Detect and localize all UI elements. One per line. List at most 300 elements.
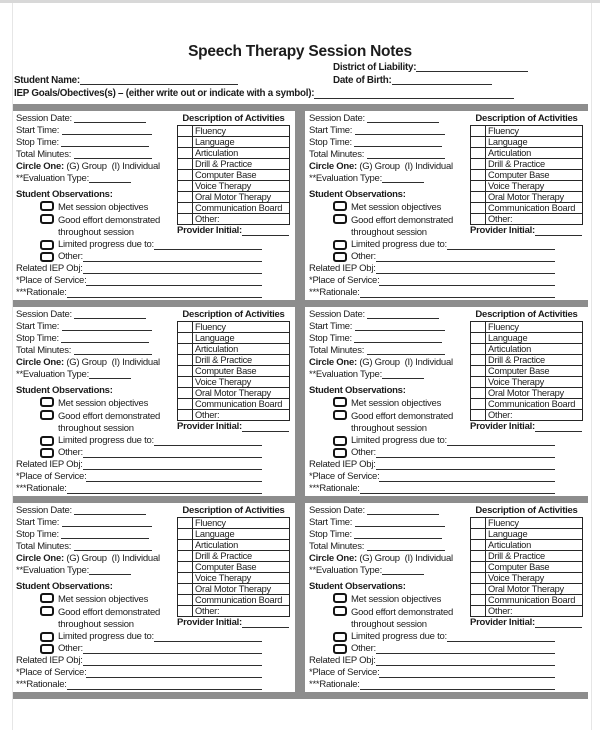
session-block — [12, 503, 295, 692]
date-of-birth-fill-line — [392, 76, 492, 85]
provider-initial-label: Provider Initial: — [177, 617, 242, 628]
activity-row — [178, 170, 290, 181]
related-iep-label: Related IEP Obj: — [16, 459, 83, 470]
activity-row — [178, 322, 290, 333]
provider-initial-fill-line — [242, 235, 289, 236]
place-of-service-label: *Place of Service: — [309, 275, 380, 286]
total-minutes-field — [309, 149, 467, 161]
activities-header: Description of Activities — [475, 505, 578, 516]
activity-row — [178, 606, 290, 617]
place-of-service-field — [309, 667, 583, 679]
activity-row — [471, 170, 583, 181]
activities-header: Description of Activities — [182, 505, 285, 516]
activity-label: Articulation — [486, 540, 583, 551]
good-effort-label-line1: Good effort demonstrated — [351, 411, 454, 422]
student-name-row — [14, 74, 586, 87]
place-of-service-field — [309, 275, 583, 287]
checkbox-icon — [333, 436, 347, 446]
good-effort-label-line1: Good effort demonstrated — [351, 607, 454, 618]
activity-label: Communication Board — [486, 595, 583, 606]
limited-progress-fill-line — [447, 249, 555, 250]
good-effort-label-line1: Good effort demonstrated — [58, 607, 161, 618]
limited-progress-item — [16, 435, 290, 447]
student-observations-heading: Student Observations: — [16, 385, 113, 396]
activity-checkbox-cell — [178, 159, 193, 170]
evaluation-type-label: **Evaluation Type: — [16, 565, 89, 576]
circle-one-options: (G) Group (I) Individual — [359, 161, 453, 172]
activity-label: Language — [193, 333, 290, 344]
total-minutes-fill-line — [74, 150, 152, 159]
circle-one-field — [309, 553, 467, 565]
activity-checkbox-cell — [178, 192, 193, 203]
activity-row — [471, 126, 583, 137]
start-time-fill-line — [355, 322, 445, 331]
start-time-fill-line — [355, 518, 445, 527]
met-objectives-item — [16, 201, 174, 214]
checkbox-icon — [333, 397, 347, 407]
activity-checkbox-cell — [178, 606, 193, 617]
good-effort-label-line2: throughout session — [351, 619, 427, 630]
activity-checkbox-cell — [178, 410, 193, 421]
page-edge-line — [591, 3, 592, 730]
activity-row — [471, 159, 583, 170]
circle-one-label: Circle One: — [309, 553, 357, 564]
start-time-fill-line — [62, 518, 152, 527]
limited-progress-label: Limited progress due to: — [58, 239, 154, 250]
activity-checkbox-cell — [471, 606, 486, 617]
checkbox-icon — [40, 644, 54, 654]
rationale-field — [309, 287, 583, 299]
evaluation-type-label: **Evaluation Type: — [309, 173, 382, 184]
stop-time-label: Stop Time: — [16, 333, 59, 344]
rationale-label: ***Rationale: — [309, 483, 360, 494]
checkbox-icon — [333, 448, 347, 458]
circle-one-options: (G) Group (I) Individual — [66, 553, 160, 564]
place-of-service-label: *Place of Service: — [309, 667, 380, 678]
activity-label: Oral Motor Therapy — [193, 192, 290, 203]
circle-one-options: (G) Group (I) Individual — [66, 161, 160, 172]
checkbox-icon — [40, 240, 54, 250]
other-observation-item — [16, 643, 290, 655]
activity-row — [178, 126, 290, 137]
met-objectives-item — [16, 593, 174, 606]
activity-checkbox-cell — [178, 366, 193, 377]
session-date-label: Session Date: — [309, 505, 365, 516]
stop-time-field — [16, 333, 174, 345]
checkbox-icon — [40, 410, 54, 420]
provider-initial-label: Provider Initial: — [177, 421, 242, 432]
activities-panel — [470, 309, 583, 435]
activity-label: Language — [486, 137, 583, 148]
provider-initial-label: Provider Initial: — [470, 225, 535, 236]
date-of-birth-label: Date of Birth: — [333, 75, 392, 86]
rationale-field — [16, 679, 290, 691]
total-minutes-label: Total Minutes: — [16, 149, 72, 160]
other-observation-label: Other: — [351, 251, 376, 262]
place-of-service-fill-line — [379, 677, 555, 678]
session-date-fill-line — [74, 506, 146, 515]
total-minutes-label: Total Minutes: — [16, 345, 72, 356]
total-minutes-label: Total Minutes: — [309, 149, 365, 160]
circle-one-label: Circle One: — [309, 357, 357, 368]
rationale-label: ***Rationale: — [16, 679, 67, 690]
activity-label: Drill & Practice — [193, 355, 290, 366]
other-observation-item — [16, 251, 290, 263]
limited-progress-item — [309, 435, 583, 447]
activity-row — [178, 551, 290, 562]
met-objectives-item — [309, 397, 467, 410]
activity-label: Language — [486, 529, 583, 540]
activity-row — [178, 388, 290, 399]
district-of-liability-label: District of Liability: — [333, 62, 417, 73]
session-date-label: Session Date: — [16, 505, 72, 516]
stop-time-field — [16, 529, 174, 541]
activity-row — [178, 137, 290, 148]
good-effort-item-continued — [16, 227, 174, 239]
activity-checkbox-cell — [471, 410, 486, 421]
activity-row — [178, 595, 290, 606]
activity-checkbox-cell — [178, 322, 193, 333]
total-minutes-fill-line — [367, 150, 445, 159]
checkbox-icon — [40, 214, 54, 224]
limited-progress-item — [309, 631, 583, 643]
activities-table — [470, 125, 583, 225]
total-minutes-field — [16, 345, 174, 357]
rationale-fill-line — [67, 689, 262, 690]
stop-time-label: Stop Time: — [16, 137, 59, 148]
circle-one-label: Circle One: — [16, 357, 64, 368]
activity-checkbox-cell — [178, 584, 193, 595]
related-iep-fill-line — [376, 273, 555, 274]
rationale-fill-line — [360, 493, 555, 494]
stop-time-fill-line — [61, 138, 149, 147]
session-block — [305, 307, 588, 496]
activities-table — [177, 517, 290, 617]
activity-label: Drill & Practice — [486, 551, 583, 562]
circle-one-options: (G) Group (I) Individual — [359, 553, 453, 564]
session-block-top — [309, 113, 583, 239]
session-block-top — [16, 505, 290, 631]
activity-row — [471, 529, 583, 540]
start-time-field — [309, 517, 467, 529]
activity-checkbox-cell — [178, 344, 193, 355]
place-of-service-fill-line — [379, 285, 555, 286]
session-date-field — [309, 309, 467, 321]
other-observation-label: Other: — [58, 643, 83, 654]
other-observation-fill-line — [376, 261, 555, 262]
activity-label: Voice Therapy — [486, 181, 583, 192]
place-of-service-field — [309, 471, 583, 483]
place-of-service-field — [16, 275, 290, 287]
rationale-field — [16, 483, 290, 495]
session-block — [12, 111, 295, 300]
activity-row — [471, 344, 583, 355]
good-effort-item-continued — [309, 619, 467, 631]
checkbox-icon — [40, 201, 54, 211]
rationale-fill-line — [360, 297, 555, 298]
good-effort-item — [16, 606, 174, 619]
student-observations-heading: Student Observations: — [309, 581, 406, 592]
activity-label: Drill & Practice — [486, 355, 583, 366]
activity-label: Communication Board — [193, 399, 290, 410]
limited-progress-fill-line — [154, 641, 262, 642]
activity-row — [471, 410, 583, 421]
other-observation-item — [309, 251, 583, 263]
activity-label: Fluency — [486, 126, 583, 137]
student-observations-heading: Student Observations: — [309, 189, 406, 200]
good-effort-label-line2: throughout session — [58, 227, 134, 238]
activity-label: Oral Motor Therapy — [193, 584, 290, 595]
activity-row — [178, 377, 290, 388]
provider-initial-field — [470, 617, 583, 629]
activity-row — [471, 181, 583, 192]
stop-time-fill-line — [61, 334, 149, 343]
activity-row — [471, 192, 583, 203]
activity-checkbox-cell — [471, 181, 486, 192]
iep-goals-field — [14, 87, 586, 100]
place-of-service-fill-line — [379, 481, 555, 482]
activity-checkbox-cell — [178, 595, 193, 606]
activities-table — [470, 517, 583, 617]
activity-checkbox-cell — [178, 399, 193, 410]
activity-row — [471, 148, 583, 159]
provider-initial-field — [470, 225, 583, 237]
form-header — [0, 3, 600, 100]
start-time-label: Start Time: — [16, 517, 60, 528]
provider-initial-label: Provider Initial: — [470, 421, 535, 432]
good-effort-item-continued — [16, 619, 174, 631]
related-iep-fill-line — [83, 273, 262, 274]
activity-checkbox-cell — [471, 540, 486, 551]
activity-label: Fluency — [486, 518, 583, 529]
related-iep-label: Related IEP Obj: — [309, 459, 376, 470]
circle-one-field — [16, 357, 174, 369]
activity-label: Articulation — [486, 344, 583, 355]
rationale-label: ***Rationale: — [309, 679, 360, 690]
activity-checkbox-cell — [178, 540, 193, 551]
other-observation-item — [309, 643, 583, 655]
activity-label: Computer Base — [486, 562, 583, 573]
checkbox-icon — [333, 214, 347, 224]
limited-progress-item — [309, 239, 583, 251]
start-time-label: Start Time: — [309, 125, 353, 136]
met-objectives-label: Met session objectives — [58, 594, 149, 605]
activity-label: Oral Motor Therapy — [486, 388, 583, 399]
activity-label: Other: — [193, 606, 290, 617]
activity-checkbox-cell — [178, 518, 193, 529]
rationale-field — [16, 287, 290, 299]
rationale-field — [309, 679, 583, 691]
activity-label: Voice Therapy — [193, 573, 290, 584]
rationale-label: ***Rationale: — [309, 287, 360, 298]
activity-label: Articulation — [193, 344, 290, 355]
activity-checkbox-cell — [178, 562, 193, 573]
good-effort-item — [309, 214, 467, 227]
checkbox-icon — [40, 252, 54, 262]
checkbox-icon — [333, 644, 347, 654]
activity-checkbox-cell — [178, 388, 193, 399]
session-block-top — [16, 309, 290, 435]
activity-row — [178, 181, 290, 192]
good-effort-label-line1: Good effort demonstrated — [58, 215, 161, 226]
activity-label: Articulation — [193, 540, 290, 551]
session-date-field — [16, 113, 174, 125]
total-minutes-label: Total Minutes: — [16, 541, 72, 552]
checkbox-icon — [333, 606, 347, 616]
activity-checkbox-cell — [471, 322, 486, 333]
activity-row — [178, 366, 290, 377]
other-observation-fill-line — [83, 457, 262, 458]
provider-initial-field — [177, 421, 290, 433]
activity-label: Drill & Practice — [193, 159, 290, 170]
activity-row — [178, 344, 290, 355]
stop-time-field — [309, 137, 467, 149]
circle-one-options: (G) Group (I) Individual — [359, 357, 453, 368]
activities-header: Description of Activities — [475, 309, 578, 320]
stop-time-fill-line — [61, 530, 149, 539]
session-date-field — [16, 309, 174, 321]
activity-checkbox-cell — [178, 137, 193, 148]
limited-progress-item — [16, 631, 290, 643]
activity-row — [471, 333, 583, 344]
activity-row — [471, 366, 583, 377]
district-of-liability-row — [14, 61, 586, 74]
activities-header: Description of Activities — [182, 309, 285, 320]
good-effort-item-continued — [309, 227, 467, 239]
activity-row — [471, 399, 583, 410]
rationale-fill-line — [360, 689, 555, 690]
activity-checkbox-cell — [471, 137, 486, 148]
activity-label: Oral Motor Therapy — [193, 388, 290, 399]
total-minutes-field — [309, 345, 467, 357]
activity-checkbox-cell — [471, 366, 486, 377]
checkbox-icon — [40, 606, 54, 616]
activity-row — [471, 214, 583, 225]
session-date-fill-line — [74, 114, 146, 123]
student-name-field — [14, 75, 238, 86]
good-effort-label-line2: throughout session — [351, 227, 427, 238]
activity-checkbox-cell — [471, 562, 486, 573]
start-time-label: Start Time: — [16, 125, 60, 136]
other-observation-item — [16, 447, 290, 459]
evaluation-type-fill-line — [382, 174, 424, 183]
activity-label: Communication Board — [193, 595, 290, 606]
activity-row — [471, 137, 583, 148]
good-effort-label-line1: Good effort demonstrated — [58, 411, 161, 422]
activity-label: Communication Board — [486, 203, 583, 214]
activity-label: Computer Base — [193, 170, 290, 181]
activity-checkbox-cell — [471, 214, 486, 225]
activity-row — [178, 573, 290, 584]
checkbox-icon — [333, 252, 347, 262]
stop-time-field — [16, 137, 174, 149]
other-observation-fill-line — [83, 653, 262, 654]
place-of-service-label: *Place of Service: — [16, 667, 87, 678]
session-fields — [309, 113, 470, 239]
total-minutes-fill-line — [367, 542, 445, 551]
activity-label: Articulation — [193, 148, 290, 159]
session-block — [305, 111, 588, 300]
provider-initial-fill-line — [242, 431, 289, 432]
circle-one-field — [16, 161, 174, 173]
activity-row — [471, 322, 583, 333]
evaluation-type-field — [309, 369, 467, 381]
activity-label: Communication Board — [486, 399, 583, 410]
activity-row — [178, 410, 290, 421]
session-block — [12, 307, 295, 496]
activity-checkbox-cell — [471, 551, 486, 562]
activity-row — [471, 203, 583, 214]
activity-label: Language — [193, 529, 290, 540]
related-iep-fill-line — [83, 665, 262, 666]
place-of-service-label: *Place of Service: — [16, 275, 87, 286]
activity-checkbox-cell — [471, 388, 486, 399]
start-time-field — [16, 125, 174, 137]
evaluation-type-field — [309, 173, 467, 185]
met-objectives-label: Met session objectives — [351, 398, 442, 409]
limited-progress-item — [16, 239, 290, 251]
related-iep-field — [16, 263, 290, 275]
evaluation-type-fill-line — [382, 566, 424, 575]
related-iep-field — [16, 459, 290, 471]
activity-row — [178, 518, 290, 529]
total-minutes-field — [16, 149, 174, 161]
activity-label: Voice Therapy — [193, 377, 290, 388]
circle-one-field — [16, 553, 174, 565]
met-objectives-label: Met session objectives — [58, 202, 149, 213]
limited-progress-fill-line — [447, 641, 555, 642]
activity-checkbox-cell — [471, 573, 486, 584]
page-edge-line — [12, 3, 13, 730]
evaluation-type-fill-line — [382, 370, 424, 379]
good-effort-label-line2: throughout session — [351, 423, 427, 434]
place-of-service-fill-line — [86, 677, 262, 678]
met-objectives-label: Met session objectives — [58, 398, 149, 409]
session-fields — [16, 113, 177, 239]
session-fields — [309, 505, 470, 631]
checkbox-icon — [333, 410, 347, 420]
good-effort-item — [16, 410, 174, 423]
provider-initial-fill-line — [535, 235, 582, 236]
activity-label: Other: — [193, 410, 290, 421]
good-effort-label-line1: Good effort demonstrated — [351, 215, 454, 226]
stop-time-field — [309, 529, 467, 541]
activities-header: Description of Activities — [475, 113, 578, 124]
start-time-field — [16, 321, 174, 333]
activity-label: Fluency — [193, 126, 290, 137]
activity-checkbox-cell — [471, 377, 486, 388]
student-name-fill-line — [80, 76, 238, 85]
activity-row — [178, 203, 290, 214]
activity-checkbox-cell — [471, 126, 486, 137]
provider-initial-field — [177, 225, 290, 237]
session-block — [305, 503, 588, 692]
student-observations-heading: Student Observations: — [16, 581, 113, 592]
activity-label: Drill & Practice — [193, 551, 290, 562]
start-time-fill-line — [62, 322, 152, 331]
stop-time-label: Stop Time: — [309, 137, 352, 148]
evaluation-type-label: **Evaluation Type: — [309, 565, 382, 576]
activity-checkbox-cell — [178, 126, 193, 137]
activity-label: Computer Base — [486, 170, 583, 181]
student-observations-heading: Student Observations: — [309, 385, 406, 396]
evaluation-type-field — [16, 173, 174, 185]
activity-label: Fluency — [193, 322, 290, 333]
good-effort-label-line2: throughout session — [58, 619, 134, 630]
district-of-liability-field — [333, 61, 528, 74]
page-title: Speech Therapy Session Notes — [188, 43, 412, 60]
activity-checkbox-cell — [471, 529, 486, 540]
